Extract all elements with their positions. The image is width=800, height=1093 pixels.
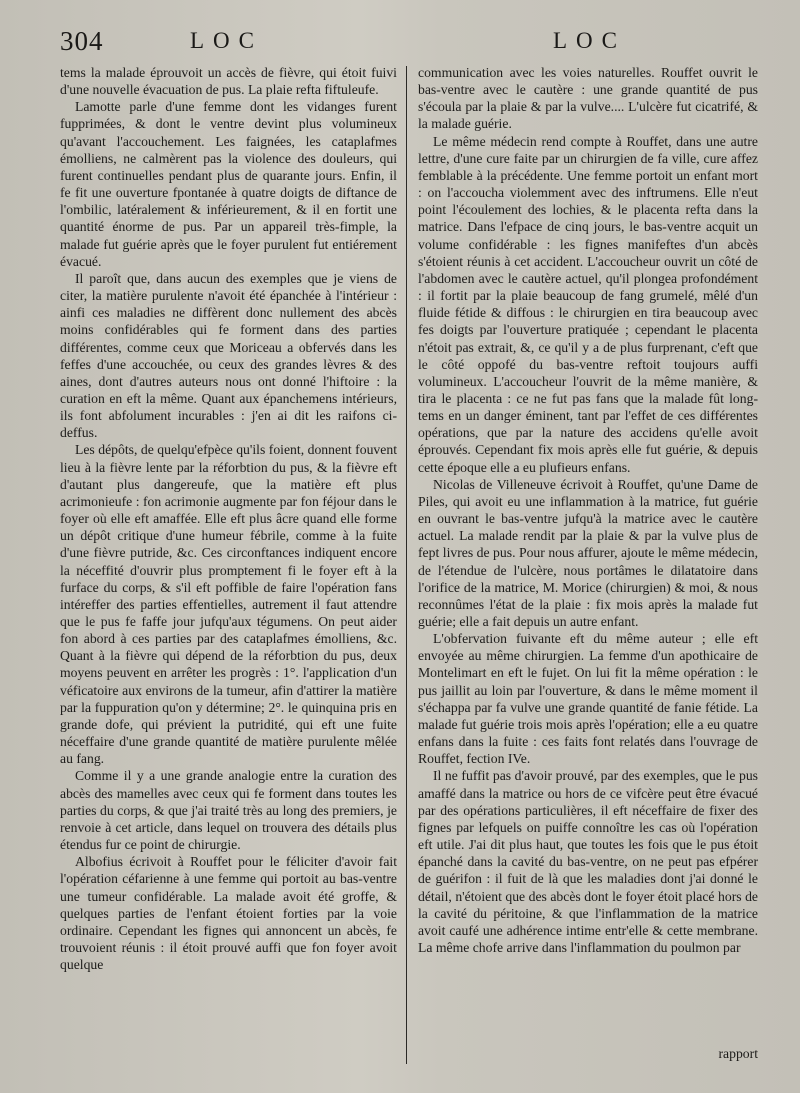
paragraph: Il paroît que, dans aucun des exemples que je viens de citer, la matière purulente n'avoit été épanchée à l'intérieur : ainfi ces maladies ne diffèrent donc nullement des abcès moins confidérables qui fe forment dans des parties différentes, comme ceux que Moriceau a obfervés dans les feffes d'une accouchée, ou ceux des grandes lèvres & des aines, dont d'autres auteurs nous ont donné l'hiftoire : la curation en eft la même. Quant aux épanchemens intérieurs, ils font abfolument incurables : j'en ai dit les raifons ci-deffus.	[60, 270, 397, 441]
paragraph: Nicolas de Villeneuve écrivoit à Rouffet, qu'une Dame de Piles, qui avoit eu une inflammation à la matrice, fut guérie en ouvrant le bas-ventre jufqu'à la matrice avec le cautère actuel. La malade rendit par la plaie & par la vulve plus de fept livres de pus. Pour nous affurer, ajoute le même médecin, de l'étendue de l'ulcère, nous portâmes le dilatatoire dans l'orifice de la matrice, M. Morice (chirurgien) & moi, & nous reconnûmes l'état de la plaie : fix mois après la malade fut guérie; elle a fait depuis un autre enfant.	[418, 476, 758, 629]
paragraph: L'obfervation fuivante eft du même auteur ; elle eft envoyée au même chirurgien. La femme d'un apothicaire de Montelimart en eft le fujet. On lui fit la même opération : le pus jaillit au loin par l'ouverture, & dans le même moment il s'échappa par fa vulve une grande quantité de fanie fétide. La malade fut guérie trois mois après l'opération; elle a eu quatre enfans dans la fuite : ces faits font relatés dans l'ouvrage de Rouffet, fection IVe.	[418, 631, 758, 767]
headword-right: LOC	[553, 28, 626, 53]
paragraph: Lamotte parle d'une femme dont les vidanges furent fupprimées, & dont le ventre devint plus volumineux qu'avant l'accouchement. Les faignées, les cataplafmes émolliens, ne calmèrent pas la violence des douleurs, qui furent continuelles pendant plus de quarante jours. Enfin, il fe fit une ouverture fpontanée à quatre doigts de diftance de l'ombilic, latéralement & inférieurement, & il en fortit une quantité énorme de pus. Par un appareil très-fimple, la malade fut guérie après que le foyer purulent fut entiérement évacué.	[60, 99, 397, 269]
column-divider	[406, 66, 407, 1064]
right-column	[418, 64, 758, 1064]
running-header	[0, 26, 800, 62]
headword-left: LOC	[190, 28, 263, 53]
page-number: 304	[60, 26, 104, 56]
catchword: rapport	[718, 1046, 758, 1061]
paragraph: Les dépôts, de quelqu'efpèce qu'ils foient, donnent fouvent lieu à la fièvre lente par la réforbtion du pus, & la fièvre eft d'autant plus dangereufe, que la matière eft plus acrimonieufe : fon acrimonie augmente par fon féjour dans le foyer où elle eft amaffée. Elle eft plus âcre quand elle forme un dépôt critique d'une humeur fébrile, comme à la fuite d'une fièvre putride, &c. Ces circonftances indiquent encore la néceffité d'ouvrir plus promptement fi le foyer eft à la furface du corps, & s'il eft poffible de faire l'opération fans intéreffer des parties effentielles, autrement il faut attendre que le pus fe faffe jour jufqu'aux tégumens. On peut aider fon abord à ces parties par des cataplafmes émolliens, &c. Quant à la fièvre qui dépend de la réforbtion du pus, deux moyens peuvent en arrêter les progrès : 1°. l'application d'un véficatoire aux environs de la tumeur, afin d'attirer la matière par la fuppuration qu'on y détermine; 2°. le quinquina pris en grande dofe, qui prévient la putridité, qui eft une fuite néceffaire d'une grande quantité de matière purulente mêlée au fang.	[60, 442, 397, 767]
paragraph: Il ne fuffit pas d'avoir prouvé, par des exemples, que le pus amaffé dans la matrice ou hors de ce vifcère peut être évacué par des opérations particulières, il eft néceffaire de fixer des fignes par lefquels on puiffe connoître les cas où l'opération eft utile. J'ai dit plus haut, que toutes les fois que le pus étoit épanché dans la cavité du bas-ventre, on ne peut pas efpérer de guérifon : il fuit de là que les maladies dont j'ai donné le détail, n'étoient que des abcès dont le foyer étoit placé hors de la cavité du péritoine, & que l'inflammation de la matrice avoit caufé une adhérence intime entr'elle & cette membrane. La même chofe arrive dans l'inflammation du poulmon par	[418, 768, 758, 955]
paragraph: tems la malade éprouvoit un accès de fièvre, qui étoit fuivi d'une nouvelle évacuation de pus. La plaie refta fiftuleufe.	[60, 65, 397, 98]
paragraph: Le même médecin rend compte à Rouffet, dans une autre lettre, d'une cure faite par un chirurgien de fa ville, cure affez femblable à la précédente. Une femme portoit un enfant mort : on l'accoucha violemment avec des inftrumens. Elle n'eut point l'écoulement des lochies, & le placenta refta dans la matrice. Dans l'efpace de cinq jours, le bas-ventre acquit un volume confidérable : les fignes manifeftes d'un abcès s'étoient réunis à cet accident. L'accoucheur ouvrit un côté de l'abdomen avec le cautère actuel, qu'il plongea profondément : il fortit par la plaie beaucoup de fang grumelé, mêlé d'un fluide fétide & diffous : le chirurgien en tira beaucoup avec fes doigts par l'ouverture pratiquée ; cependant le placenta n'étoit pas extrait, &, ce qu'il y a de plus furprenant, c'eft que le côté oppofé du bas-ventre reftoit toujours auffi volumineux. L'accoucheur l'ouvrit de la même manière, & tira le placenta : ce ne fut pas fans que la malade fût long-tems en un danger éminent, tant par l'effet de ces différentes opérations, que par la nature des accidens qu'elle avoit éprouvés. Cependant fix mois après elle fut guérie, & depuis cette époque elle a eu plufieurs enfans.	[418, 133, 758, 475]
paragraph: Albofius écrivoit à Rouffet pour le féliciter d'avoir fait l'opération céfarienne à une femme qui portoit au bas-ventre une tumeur confidérable. La malade avoit été groffe, & quelques parties de l'enfant étoient forties par la voie ordinaire. Cependant les fignes qui annoncent un abcès, fe trouvoient réunis : il étoit prouvé auffi que fon foyer avoit quelque	[60, 854, 397, 973]
left-column	[60, 64, 397, 1064]
paragraph: communication avec les voies naturelles. Rouffet ouvrit le bas-ventre avec le cautère : une grande quantité de pus s'écoula par la plaie & par la vulve.... L'ulcère fut cicatrifé, & la malade guérie.	[418, 65, 758, 132]
paragraph: Comme il y a une grande analogie entre la curation des abcès des mamelles avec ceux qui fe forment dans toutes les parties du corps, & que j'ai traité très au long des premiers, je renvoie à cet article, dans lequel on trouvera des détails plus étendus fur ce point de chirurgie.	[60, 768, 397, 853]
